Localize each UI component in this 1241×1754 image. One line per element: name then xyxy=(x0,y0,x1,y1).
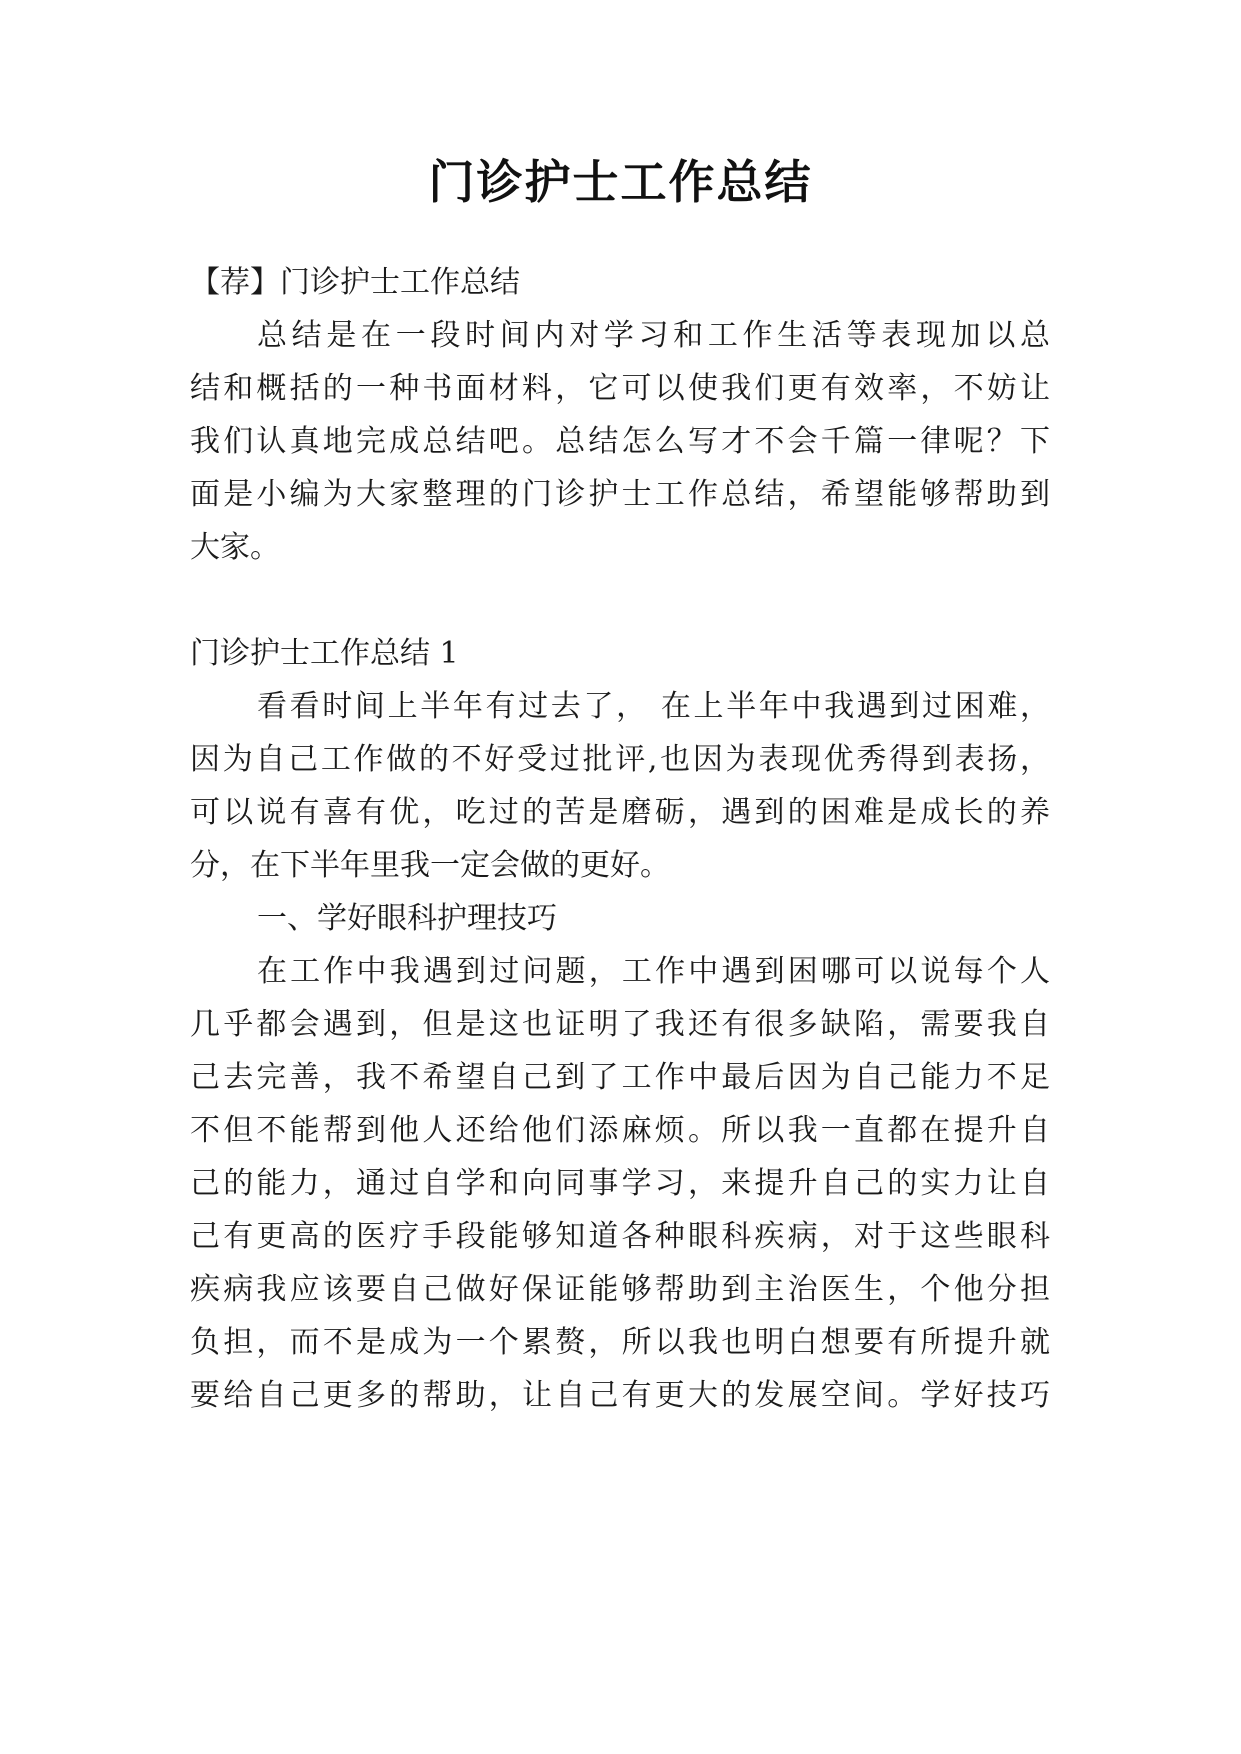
intro-line: 结和概括的一种书面材料，它可以使我们更有效率，不妨让 xyxy=(190,371,1050,406)
paragraph-line: 疾病我应该要自己做好保证能够帮助到主治医生，个他分担 xyxy=(190,1272,1050,1307)
paragraph-line: 看看时间上半年有过去了， 在上半年中我遇到过困难， xyxy=(257,689,1050,724)
paragraph-line: 不但不能帮到他人还给他们添麻烦。所以我一直都在提升自 xyxy=(190,1113,1050,1148)
paragraph-line: 分，在下半年里我一定会做的更好。 xyxy=(190,848,670,883)
intro-line: 面是小编为大家整理的门诊护士工作总结，希望能够帮助到 xyxy=(190,477,1050,512)
intro-line: 大家。 xyxy=(190,530,280,565)
paragraph-line: 因为自己工作做的不好受过批评,也因为表现优秀得到表扬， xyxy=(190,742,1050,777)
paragraph-line: 可以说有喜有优，吃过的苦是磨砺，遇到的困难是成长的养 xyxy=(190,795,1050,830)
document-title: 门诊护士工作总结 xyxy=(428,155,813,209)
recommend-heading: 【荐】门诊护士工作总结 xyxy=(190,265,520,300)
paragraph-line: 己去完善，我不希望自己到了工作中最后因为自己能力不足 xyxy=(190,1060,1050,1095)
paragraph-line: 在工作中我遇到过问题，工作中遇到困哪可以说每个人 xyxy=(257,954,1050,989)
paragraph-line: 几乎都会遇到，但是这也证明了我还有很多缺陷，需要我自 xyxy=(190,1007,1050,1042)
section-heading: 门诊护士工作总结 1 xyxy=(190,636,459,671)
paragraph-line: 负担，而不是成为一个累赘，所以我也明白想要有所提升就 xyxy=(190,1325,1050,1360)
paragraph-line: 己有更高的医疗手段能够知道各种眼科疾病，对于这些眼科 xyxy=(190,1219,1050,1254)
paragraph-line: 要给自己更多的帮助，让自己有更大的发展空间。学好技巧 xyxy=(190,1378,1050,1413)
paragraph-line: 己的能力，通过自学和向同事学习，来提升自己的实力让自 xyxy=(190,1166,1050,1201)
intro-line: 总结是在一段时间内对学习和工作生活等表现加以总 xyxy=(257,318,1050,353)
intro-line: 我们认真地完成总结吧。总结怎么写才不会千篇一律呢？下 xyxy=(190,424,1050,459)
subheading: 一、学好眼科护理技巧 xyxy=(257,901,557,936)
